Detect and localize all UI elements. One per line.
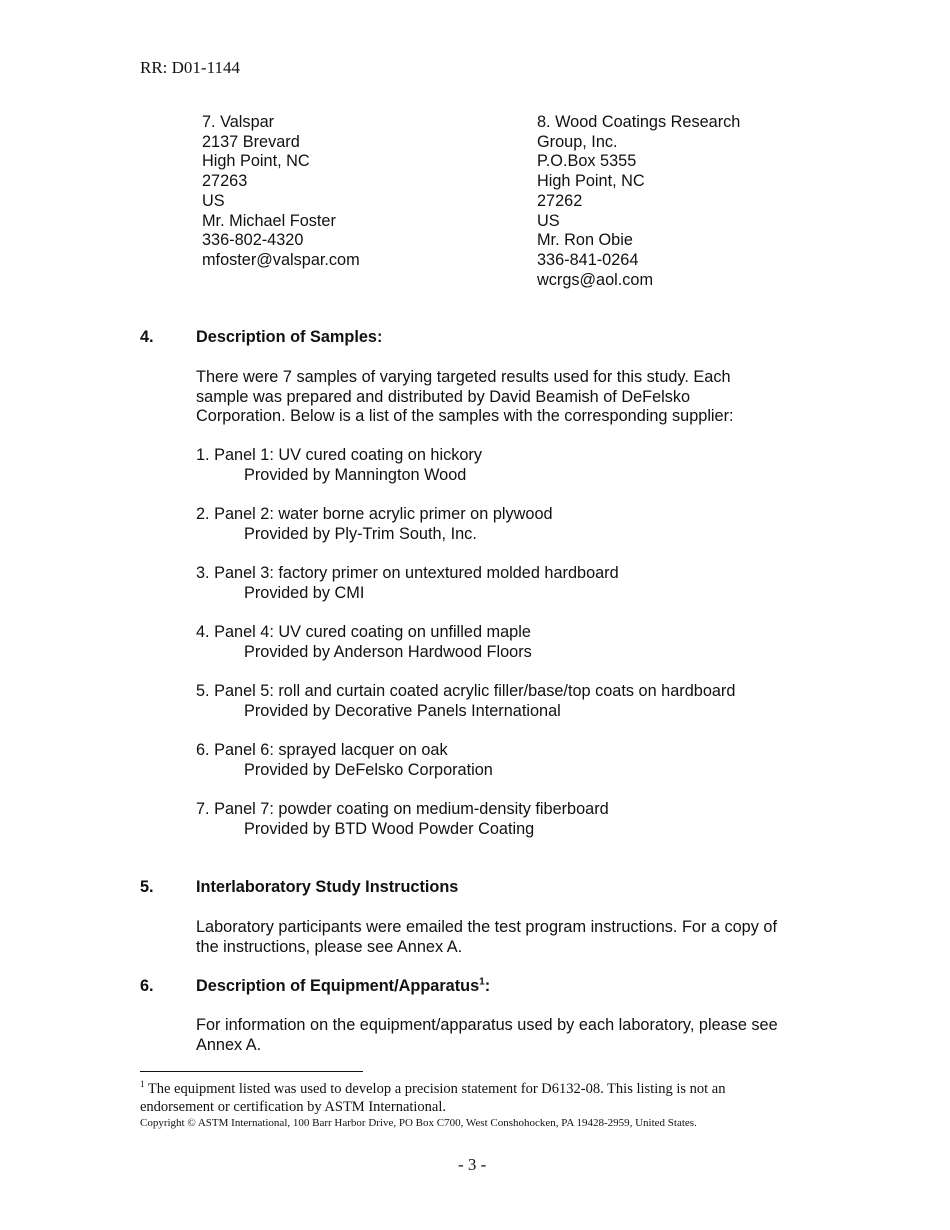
paragraph-line: the instructions, please see Annex A. <box>196 937 463 956</box>
sample-label: 3. Panel 3: factory primer on untextured molded hardboard <box>196 564 619 582</box>
paragraph-line: There were 7 samples of varying targeted results used for this study. Each <box>196 368 731 386</box>
report-id: RR: D01-1144 <box>140 58 240 77</box>
footnote <box>140 1080 725 1116</box>
copyright-notice: Copyright © ASTM International, 100 Barr Harbor Drive, PO Box C700, West Conshohocken, PA 19428-2959, United States. <box>140 1117 697 1129</box>
contact-email: mfoster@valspar.com <box>202 250 360 269</box>
section-6-title-text: Description of Equipment/Apparatus <box>196 977 480 995</box>
contact-email: wcrgs@aol.com <box>537 270 654 289</box>
contact-block-valspar <box>202 113 360 271</box>
sample-item <box>196 741 493 780</box>
section-4-intro <box>196 368 734 427</box>
contact-line: 27263 <box>202 172 248 191</box>
paragraph-line: Annex A. <box>196 1035 262 1054</box>
section-5-number: 5. <box>140 878 154 896</box>
section-6-title <box>196 977 490 996</box>
sample-item <box>196 564 619 603</box>
section-6-body <box>196 1016 778 1055</box>
contact-line: Mr. Michael Foster <box>202 211 336 230</box>
sample-provider: Provided by Ply-Trim South, Inc. <box>244 524 477 543</box>
paragraph-line: For information on the equipment/apparatus used by each laboratory, please see <box>196 1016 778 1034</box>
section-6-number: 6. <box>140 977 154 995</box>
page-number: - 3 - <box>458 1155 487 1174</box>
contact-title: 8. Wood Coatings Research <box>537 113 741 131</box>
sample-label: 1. Panel 1: UV cured coating on hickory <box>196 446 482 464</box>
section-5-title: Interlaboratory Study Instructions <box>196 878 459 896</box>
sample-provider: Provided by Anderson Hardwood Floors <box>244 642 532 661</box>
contact-line: US <box>202 191 225 210</box>
sample-provider: Provided by DeFelsko Corporation <box>244 760 493 779</box>
footnote-text: endorsement or certification by ASTM International. <box>140 1099 447 1115</box>
paragraph-line: Laboratory participants were emailed the test program instructions. For a copy of <box>196 918 777 936</box>
section-6-title-suffix: : <box>484 977 491 995</box>
footnote-divider <box>140 1071 363 1072</box>
contact-line: P.O.Box 5355 <box>537 152 637 171</box>
sample-label: 6. Panel 6: sprayed lacquer on oak <box>196 741 448 759</box>
section-4-number: 4. <box>140 328 154 346</box>
contact-line: US <box>537 211 560 230</box>
sample-label: 5. Panel 5: roll and curtain coated acrylic filler/base/top coats on hardboard <box>196 682 736 700</box>
contact-line: High Point, NC <box>202 152 310 171</box>
footnote-text: The equipment listed was used to develop a precision statement for D6132-08. This listing is not an <box>144 1081 726 1097</box>
contact-line: Mr. Ron Obie <box>537 231 633 250</box>
contact-line: 2137 Brevard <box>202 132 300 151</box>
sample-item <box>196 505 553 544</box>
sample-label: 7. Panel 7: powder coating on medium-density fiberboard <box>196 800 609 818</box>
section-5-body <box>196 918 777 957</box>
contact-line: 336-841-0264 <box>537 250 639 269</box>
sample-provider: Provided by Decorative Panels International <box>244 701 561 720</box>
sample-provider: Provided by CMI <box>244 583 365 602</box>
footnote-marker: 1 <box>140 1079 145 1090</box>
paragraph-line: Corporation. Below is a list of the samples with the corresponding supplier: <box>196 407 734 426</box>
sample-provider: Provided by BTD Wood Powder Coating <box>244 819 535 838</box>
contact-line: 336-802-4320 <box>202 231 304 250</box>
paragraph-line: sample was prepared and distributed by David Beamish of DeFelsko <box>196 387 691 406</box>
contact-title: 7. Valspar <box>202 113 275 131</box>
sample-label: 4. Panel 4: UV cured coating on unfilled maple <box>196 623 531 641</box>
sample-item <box>196 682 735 721</box>
sample-item <box>196 623 532 662</box>
footnote-reference[interactable]: 1 <box>479 976 485 988</box>
sample-provider: Provided by Mannington Wood <box>244 465 467 484</box>
sample-item <box>196 800 609 839</box>
sample-label: 2. Panel 2: water borne acrylic primer on plywood <box>196 505 553 523</box>
section-4-title: Description of Samples: <box>196 328 383 346</box>
contact-block-wood-coatings <box>537 113 740 290</box>
sample-item <box>196 446 482 485</box>
contact-line: High Point, NC <box>537 172 645 191</box>
contact-line: Group, Inc. <box>537 132 618 151</box>
contact-line: 27262 <box>537 191 583 210</box>
